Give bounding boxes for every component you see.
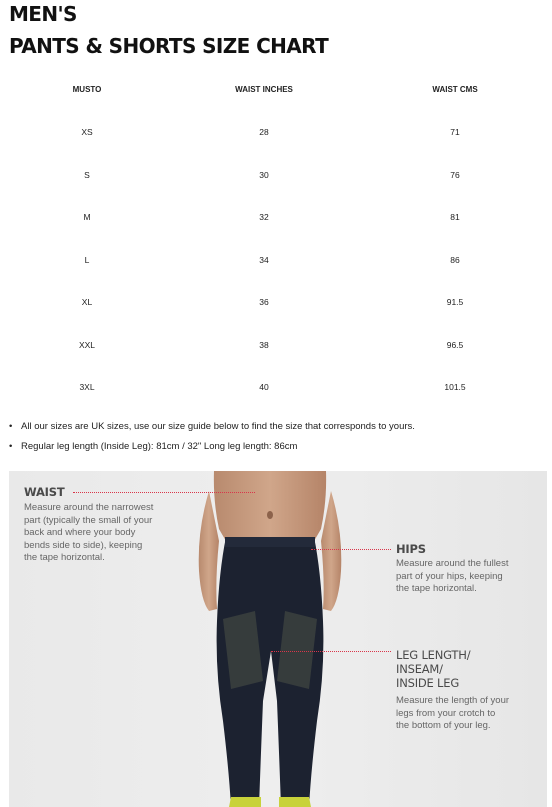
leg-length-title: LEG LENGTH/ INSEAM/ INSIDE LEG [396, 648, 471, 690]
table-cell: 36 [259, 297, 269, 307]
leg-guide-line [271, 651, 391, 652]
bullet-icon: • [9, 421, 13, 432]
table-cell: M [83, 212, 91, 222]
table-cell: 96.5 [446, 340, 464, 350]
hips-title: HIPS [396, 542, 426, 556]
table-cell: 32 [259, 212, 269, 222]
waist-title: WAIST [24, 485, 65, 499]
hips-guide-line [311, 549, 391, 550]
table-cell: 71 [450, 127, 460, 137]
table-cell: 86 [450, 255, 460, 265]
table-cell: 3XL [79, 382, 95, 392]
table-cell: 81 [450, 212, 460, 222]
table-cell: 76 [450, 170, 460, 180]
table-cell: XXL [78, 340, 96, 350]
measurement-guide-photo [9, 471, 547, 807]
bullet-icon: • [9, 441, 13, 452]
table-cell: 91.5 [446, 297, 464, 307]
column-header-waist-cms: WAIST CMS [432, 85, 478, 94]
page-title-line-2: PANTS & SHORTS SIZE CHART [9, 34, 329, 58]
table-cell: 38 [259, 340, 269, 350]
hips-description: Measure around the fullest part of your hips, keeping the tape horizontal. [396, 558, 509, 594]
table-cell: 101.5 [444, 382, 466, 392]
table-cell: 34 [259, 255, 269, 265]
note-text: All our sizes are UK sizes, use our size guide below to find the size that corresponds to yours. [21, 421, 415, 432]
page-title-line-1: MEN'S [9, 2, 77, 26]
table-cell: XS [81, 127, 93, 137]
leg-length-description: Measure the length of your legs from your crotch to the bottom of your leg. [396, 695, 510, 731]
table-cell: 28 [259, 127, 269, 137]
table-cell: L [84, 255, 90, 265]
note-uk-sizes [9, 421, 415, 432]
waist-description: Measure around the narrowest part (typically the small of your back and where your body bends side to side), keeping the tape horizontal. [24, 502, 154, 563]
table-cell: S [84, 170, 90, 180]
waist-guide-line [73, 492, 255, 493]
table-cell: XL [81, 297, 93, 307]
column-header-waist-inches: WAIST INCHES [235, 85, 293, 94]
column-header-musto: MUSTO [72, 85, 102, 94]
note-text: Regular leg length (Inside Leg): 81cm / 32" Long leg length: 86cm [21, 441, 298, 452]
table-cell: 30 [259, 170, 269, 180]
note-leg-length [9, 441, 297, 452]
table-cell: 40 [259, 382, 269, 392]
